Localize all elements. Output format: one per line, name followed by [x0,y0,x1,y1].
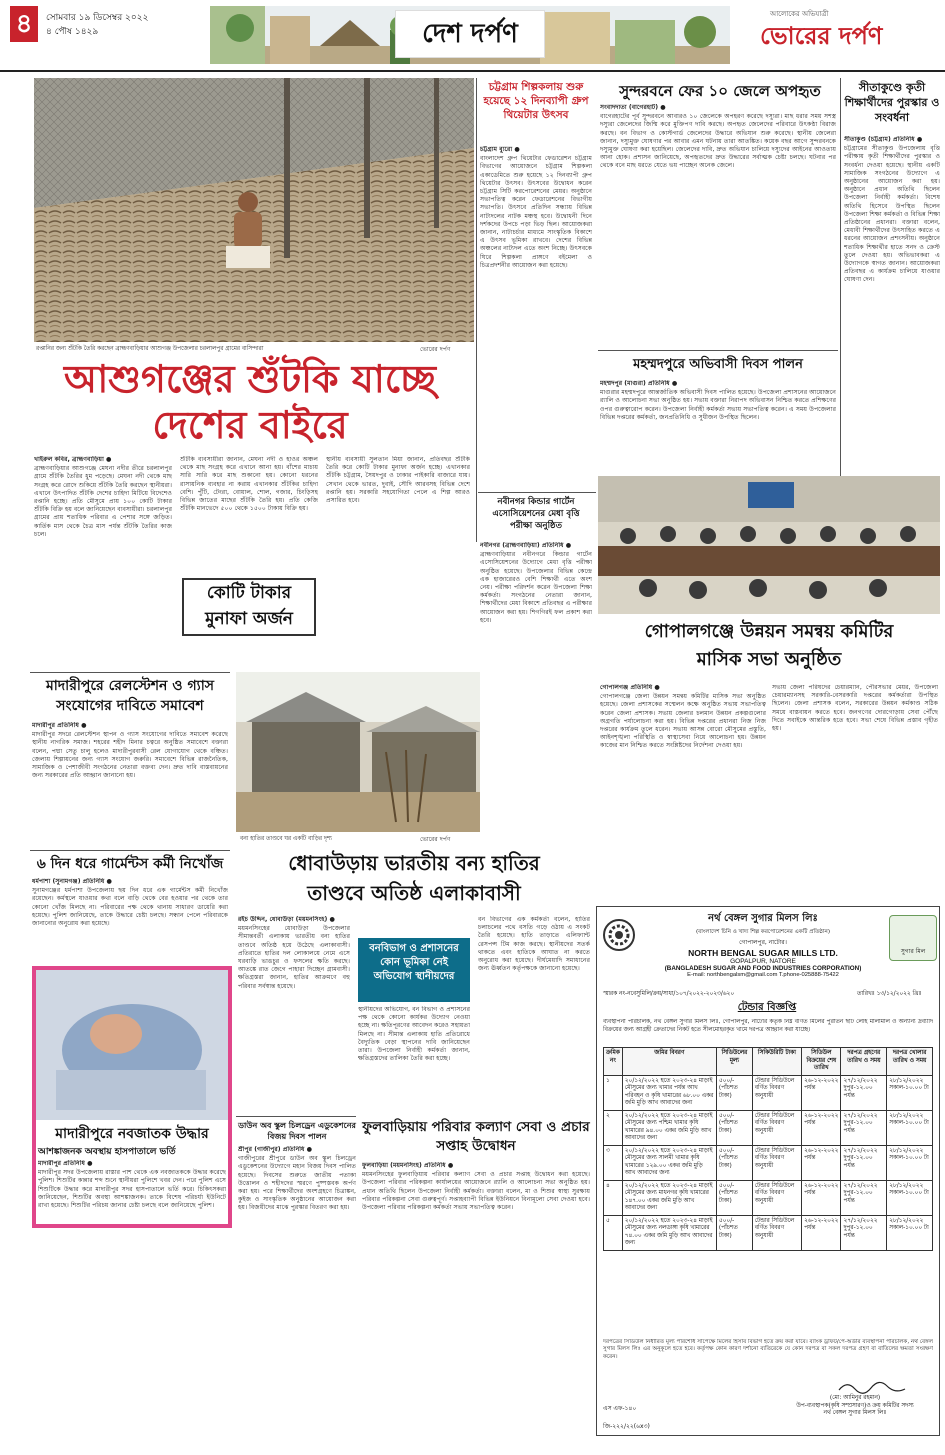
cell: ৫০০/- (পাঁচশত টাকা) [716,1145,752,1180]
lead-body-text-1: ব্রাহ্মণবাড়িয়ার আশুগঞ্জে মেঘনা নদীর তীরে চরলালপুর গ্রামে শুঁটকি তৈরির ধুম পড়েছে। মেঘনা নদী থেকে মাছ সংগ্রহ করে রোদে শুকিয়ে শুঁটকি তৈরি করছেন স্থানীয়রা। এখানে উৎপাদিত শুঁটকি দেশের চাহিদা মিটিয়ে বিদেশেও রপ্তানি হচ্ছে। প্রতি মৌসুমে প্রায় ১০০ কোটি টাকার শুঁটকি বিক্রি হয় বলে জানিয়েছেন ব্যবসায়ীরা। চরলালপুর গ্রামের প্রায় শতাধিক পরিবার এ পেশার সঙ্গে জড়িত। কার্তিক মাস থেকে চৈত্র মাস পর্যন্ত শুঁটকি তৈরির কাজ চলে। [34,465,172,538]
cell: টেন্ডার সিডিউলে বর্ণিত বিবরণ অনুযায়ী [752,1180,801,1215]
nabinagar-body [480,542,592,782]
lead-headline-line1: আশুগঞ্জের শুঁটকি যাচ্ছে [63,357,437,401]
company-en: NORTH BENGAL SUGAR MILLS LTD. [688,948,838,958]
lead-body-col1 [34,456,172,664]
elephant-byline: রইচ উদ্দিন, ধোবাউড়া (ময়মনসিংহ) ● [238,916,335,923]
sreepur-text: গাজীপুরের শ্রীপুরে ডাউন অব স্কুল চিলড্রেন এডুকেশনের উদ্যোগে মহান বিজয় দিবস পালিত হয়েছে। দিবসের শুরুতে জাতীয় পতাকা উত্তোলন ও শহীদদের স্মরণে পুষ্পস্তবক অর্পণ করা হয়। পরে শিক্ষার্থীদের অংশগ্রহণে চিত্রাঙ্কন, কুইজ ও সাংস্কৃতিক অনুষ্ঠানের আয়োজন করা হয়। বিজয়ীদের মাঝে পুরস্কার বিতরণ করা হয়। [238,1155,356,1212]
newborn-body [38,1160,226,1226]
col-receive: দরপত্র গ্রহণের তারিখ ও সময় [841,1048,887,1076]
phulbaria-byline: ফুলবাড়িয়া (ময়মনসিংহ) প্রতিনিধি ● [362,1162,454,1169]
fish-drying-illustration [34,78,474,342]
col-open: দরপত্র খোলার তারিখ ও সময় [887,1048,933,1076]
phulbaria-text: ময়মনসিংহের ফুলবাড়িয়ায় পরিবার কল্যাণ সেবা ও প্রচার সপ্তাহ উদ্বোধন করা হয়েছে। উপজেলা পরিবার পরিকল্পনা কার্যালয়ের আয়োজনে র‍্যালি ও আলোচনা সভা অনুষ্ঠিত হয়। প্রধান অতিথি ছিলেন উপজেলা নির্বাহী কর্মকর্তা। বক্তারা বলেন, মা ও শিশুর স্বাস্থ্য সুরক্ষায় পরিবার পরিকল্পনা সেবা গুরুত্বপূর্ণ। সপ্তাহব্যাপী বিভিন্ন ইউনিয়নে বিনামূল্যে সেবা দেওয়া হবে। উপজেলা পরিবার পরিকল্পনা কর্মকর্তা সভায় সভাপতিত্ব করেন। [362,1171,590,1212]
cell: ২৬-১২-২০২২ পর্যন্ত [802,1215,841,1250]
date-line-1: সোমবার ১৯ ডিসেম্বর ২০২২ [46,13,149,23]
cell: ২০/১২/২০২২ হতে ২০২৩-২৪ মাড়াই মৌসুমের জন্য খামার পর্যন্ত আখ পরিবহন ও কৃষি খামারের ৬৮.০০ একর জমি মুড়ি আখ আবাদের জন্য [622,1075,716,1110]
garments-byline: ধর্মপাশা (সুনামগঞ্জ) প্রতিনিধি ● [32,878,112,885]
madaripur-rail-byline: মাদারীপুর প্রতিনিধি ● [32,722,87,729]
cell: ৫০০/- (পাঁচশত টাকা) [716,1215,752,1250]
newborn-subhead: আশঙ্কাজনক অবস্থায় হাসপাতালে ভর্তি [38,1147,176,1157]
gopalganj-headline-box [598,618,940,678]
ref-code: এস এফ-১৪০ [603,1405,637,1412]
sreepur-byline: শ্রীপুর (গাজীপুর) প্রতিনিধি ● [238,1146,313,1153]
nabinagar-headline: নবীনগর কিন্ডার গার্টেন এসোসিয়েশনের মেধা বৃত্তি পরীক্ষা অনুষ্ঠিত [492,497,580,531]
company-bn-sub: (বাংলাদেশ চিনি ও খাদ্য শিল্প করপোরেশনের একটি প্রতিষ্ঠান) [695,929,831,935]
col-schedule-price: সিডিউলের মূল্য [716,1048,752,1076]
date-line-2: ৪ পৌষ ১৪২৯ [46,27,99,37]
signature-name: (মো: আমিনুর রহমান) [829,1395,881,1401]
newborn-byline: মাদারীপুর প্রতিনিধি ● [38,1160,93,1167]
memo-date: তারিখঃ ১৩/১২/২০২২ খ্রিঃ [857,991,922,997]
table-row [604,1180,933,1215]
madaripur-rail-text: মাদারীপুর সদরে রেলস্টেশন স্থাপন ও গ্যাস সংযোগের দাবিতে সমাবেশ করেছে স্থানীয় নাগরিক সমাজ। শহরের শহীদ মিনার চত্বরে অনুষ্ঠিত সমাবেশে বক্তারা বলেন, পদ্মা সেতু চালু হলেও মাদারীপুরবাসী রেল যোগাযোগ থেকে বঞ্চিত। জেলায় শিল্পায়নের জন্য গ্যাস সংযোগ জরুরি। সমাবেশে বিভিন্ন রাজনৈতিক, সামাজিক ও পেশাজীবী সংগঠনের নেতারা বক্তব্য দেন। দ্রুত দাবি বাস্তবায়নের জন্য সরকারের প্রতি আহ্বান জানানো হয়। [32,731,228,780]
col-land: জমির বিবরণ [622,1048,716,1076]
sreepur-headline: ডাউন অব স্কুল চিলড্রেন এডুকেশনের বিজয় দিবস পালন [238,1121,356,1141]
sitakunda-byline: সীতাকুণ্ড (চট্টগ্রাম) প্রতিনিধি ● [844,136,923,143]
cell: ৩ [604,1145,623,1180]
signature-mark [837,1379,907,1393]
meeting-illustration [598,476,940,614]
elephant-text-1: ময়মনসিংহের ধোবাউড়া উপজেলার সীমান্তবর্তী এলাকায় ভারতীয় বন্য হাতির তাণ্ডবে অতিষ্ঠ হয়ে উঠেছে এলাকাবাসী। প্রতিরাতে হাতির দল লোকালয়ে নেমে এসে ঘরবাড়ি ভাঙচুর ও ফসলের ক্ষতি করছে। আতঙ্কে রাত জেগে পাহারা দিচ্ছেন গ্রামবাসী। ক্ষতিগ্রস্তরা জানান, হাতির আক্রমণে বহু পরিবার সর্বস্বান্ত হয়েছে। [238,925,350,990]
elephant-pullquote-text: বনবিভাগ ও প্রশাসনের কোন ভূমিকা নেই অভিযোগ স্থানীয়দের [369,943,459,982]
gopalganj-body-col2: সভায় জেলা পরিষদের চেয়ারম্যান, পৌরসভার মেয়র, উপজেলা চেয়ারম্যানসহ সরকারি-বেসরকারি দপ্তরের কর্মকর্তারা উপস্থিত ছিলেন। জেলা প্রশাসক বলেন, সরকারের উন্নয়ন কর্মকাণ্ড সঠিক সময়ে বাস্তবায়ন করতে হবে। জনগণের দোরগোড়ায় সেবা পৌঁছে দিতে সবাইকে আন্তরিক হতে হবে। সভা শেষে বিভিন্ন প্রস্তাব গৃহীত হয়। [772,684,938,733]
gopalganj-byline: গোপালগঞ্জ প্রতিনিধি ● [600,684,660,691]
location-en: GOPALPUR, NATORE [730,958,796,965]
col-last-sale: সিডিউল বিক্রয়ের শেষ তারিখ [802,1048,841,1076]
signature-title: উপ-ব্যবস্থাপক(কৃষি সম্প্রসারণ)ও ক্রয় কমিটির সদস্য [796,1402,914,1409]
tender-table-header [604,1048,933,1076]
mohammadpur-headline: মহম্মদপুরে অভিবাসী দিবস পালন [633,357,803,372]
cell: ২৮/১২/২০২২ সকাল-১০.০০ টা [887,1145,933,1180]
elephant-headline-line2: তাণ্ডবে অতিষ্ঠ এলাকাবাসী [307,881,521,905]
pullquote-line2: মুনাফা অর্জন [205,609,293,629]
elephant-body-col3: বন বিভাগের এক কর্মকর্তা বলেন, হাতির চলাচলের পথে বসতি গড়ে ওঠায় এ সংকট তৈরি হয়েছে। হাতি তাড়াতে এলিফ্যান্ট রেসপন্স টিম কাজ করছে। স্থানীয়দের সতর্ক থাকতে এবং হাতিকে আঘাত না করতে অনুরোধ করা হয়েছে। দীর্ঘমেয়াদি সমাধানের জন্য ঊর্ধ্বতন কর্তৃপক্ষকে জানানো হয়েছে। [478,916,590,973]
cell: ২ [604,1110,623,1145]
cell: টেন্ডার সিডিউলে বর্ণিত বিবরণ অনুযায়ী [752,1215,801,1250]
mohammadpur-body [600,380,836,472]
cell: ২৭/১২/২০২২ দুপুর-১২.০০ পর্যন্ত [841,1075,887,1110]
elephant-body-col1 [238,916,350,1112]
cell: ২০/১২/২০২২ হতে ২০২৩-২৪ মাড়াই মৌসুমের জন্য পশ্চিম খামার কৃষি খামারের ৯৪.০০ একর জমি মুড়ি আখ আবাদের জন্য [622,1110,716,1145]
cell: ১ [604,1075,623,1110]
elephant-damage-photo [236,672,480,832]
cell: টেন্ডার সিডিউলে বর্ণিত বিবরণ অনুযায়ী [752,1110,801,1145]
lead-photo-credit: ভোরের দর্পণ [420,346,451,353]
col-serial: ক্রমিক নং [604,1048,623,1076]
col-security: সিকিউরিটি টাকা [752,1048,801,1076]
cell: টেন্ডার সিডিউলে বর্ণিত বিবরণ অনুযায়ী [752,1075,801,1110]
parent-en: (BANGLADESH SUGAR AND FOOD INDUSTRIES CORPORATION) [664,965,862,972]
tender-header [641,911,885,978]
tender-badge [889,915,937,961]
lead-photo-fish-drying [34,78,474,342]
cell: ২০/১২/২০২২ হতে ২০২৩-২৪ মাড়াই মৌসুমের জন্য নলডাঙ্গা কৃষি খামারের ৭৪.০০ একর জমি মুড়ি আখ আবাদের জন্য [622,1215,716,1250]
lead-headline-line2: দেশের বাইরে [152,403,348,447]
lead-pullquote [182,578,316,636]
cell: ২৮/১২/২০২২ সকাল-১০.০০ টা [887,1215,933,1250]
newborn-headline: মাদারীপুরে নবজাতক উদ্ধার [55,1126,209,1142]
cell: ২৮/১২/২০২২ সকাল-১০.০০ টা [887,1110,933,1145]
table-row [604,1145,933,1180]
cell: টেন্ডার সিডিউলে বর্ণিত বিবরণ অনুযায়ী [752,1145,801,1180]
gopalganj-text-1: গোপালগঞ্জে জেলা উন্নয়ন সমন্বয় কমিটির মাসিক সভা অনুষ্ঠিত হয়েছে। জেলা প্রশাসকের সম্মেলন কক্ষে অনুষ্ঠিত সভায় সভাপতিত্ব করেন জেলা প্রশাসক। সভায় জেলার চলমান উন্নয়ন প্রকল্পগুলোর অগ্রগতি পর্যালোচনা করা হয়। বিভিন্ন দপ্তরের প্রধানরা নিজ নিজ দপ্তরের কার্যক্রম তুলে ধরেন। সভায় আসন্ন বোরো মৌসুমের প্রস্তুতি, আইনশৃঙ্খলা পরিস্থিতি ও স্বাস্থ্যসেবা নিয়ে আলোচনা হয়। উন্নয়ন কাজের মান নিশ্চিত করতে সংশ্লিষ্টদের নির্দেশনা দেওয়া হয়। [600,693,766,750]
newborn-illustration [36,970,228,1120]
paper-tagline: আলোকের অভিযাত্রী [770,10,829,18]
tender-logo [603,919,635,951]
section-title: দেশ দর্পণ [395,10,545,58]
elephant-headline-box [236,848,592,910]
mohammadpur-byline: মহম্মদপুর (মাগুরা) প্রতিনিধি ● [600,380,678,387]
page-number: ৪ [10,6,38,42]
newborn-text: মাদারীপুর সদর উপজেলায় রাস্তার পাশ থেকে এক নবজাতককে উদ্ধার করেছে পুলিশ। শিশুটির কান্নার শব্দ শুনে স্থানীয়রা পুলিশে খবর দেন। পরে পুলিশ এসে শিশুটিকে উদ্ধার করে মাদারীপুর সদর হাসপাতালে ভর্তি করে। চিকিৎসকরা জানিয়েছেন, শিশুটির অবস্থা আশঙ্কাজনক। তাকে বিশেষ পরিচর্যা ইউনিটে রাখা হয়েছে। শিশুটির পরিচয় জানার চেষ্টা চলছে বলে জানিয়েছে পুলিশ। [38,1169,226,1210]
garments-headline: ৬ দিন ধরে গার্মেন্টস কর্মী নিখোঁজ [36,856,224,872]
cell: ৫০০/- (পাঁচশত টাকা) [716,1110,752,1145]
newborn-photo [36,970,228,1120]
sundarban-body [600,104,836,350]
table-row [604,1075,933,1110]
lead-byline: খাইরুল কবির, ব্রাহ্মণবাড়িয়া ● [34,456,112,463]
gopalganj-body-col1 [600,684,766,860]
sundarban-headline: সুন্দরবনে ফের ১০ জেলে অপহৃত [619,82,821,100]
ctg-theatre-body [480,146,592,476]
paper-name: ভোরের দর্পণ [760,22,883,50]
sitakunda-body [844,136,940,514]
mohammadpur-text: মাগুরার মহম্মদপুরে আন্তর্জাতিক অভিবাসী দিবস পালিত হয়েছে। উপজেলা প্রশাসনের আয়োজনে র‍্যালি ও আলোচনা সভা অনুষ্ঠিত হয়। সভায় বক্তারা নিরাপদ অভিবাসন নিশ্চিত করতে প্রশিক্ষণের ওপর গুরুত্বারোপ করেন। উপজেলা নির্বাহী কর্মকর্তা সভায় সভাপতিত্ব করেন। এ সময় উপজেলার বিভিন্ন দপ্তরের কর্মকর্তা, জনপ্রতিনিধি ও সুধীজন উপস্থিত ছিলেন। [600,389,836,421]
cell: ২৬-১২-২০২২ পর্যন্ত [802,1110,841,1145]
elephant-headline-line1: ধোবাউড়ায় ভারতীয় বন্য হাতির [288,851,540,875]
lead-body-col3: স্থানীয় ব্যবসায়ী সুলতান মিয়া জানান, প্রতিবছর শুঁটকি তৈরি করে কোটি টাকার মুনাফা অর্জন হচ্ছে। এখানকার শুঁটকি চট্টগ্রাম, সৈয়দপুর ও ঢাকার পাইকারি বাজারে যায়। সেখান থেকে ভারত, দুবাই, সৌদি আরবসহ বিভিন্ন দেশে রপ্তানি হয়। সরকারি সহযোগিতা পেলে এ শিল্প আরও প্রসারিত হবে। [326,456,470,505]
gopalganj-headline-line1: গোপালগঞ্জে উন্নয়ন সমন্বয় কমিটির [644,621,894,642]
tender-table [603,1047,933,1251]
signature-scribble [837,1380,907,1394]
cell: ২৬-১২-২০২২ পর্যন্ত [802,1180,841,1215]
contact: E-mail: northbengalsm@gmail.com T.phone-025888-75422 [687,972,839,978]
garments-text: সুনামগঞ্জের ধর্মপাশা উপজেলায় ছয় দিন ধরে এক গার্মেন্টস কর্মী নিখোঁজ রয়েছেন। কর্মস্থলে যাওয়ার কথা বলে বাড়ি থেকে বের হওয়ার পর থেকে তার কোনো খোঁজ মিলছে না। পরিবারের পক্ষ থেকে থানায় সাধারণ ডায়েরি করা হয়েছে। পুলিশ জানিয়েছে, তাকে উদ্ধারে চেষ্টা চলছে। সন্ধান পেলে পরিবারকে জানানোর অনুরোধ করা হয়েছে। [32,887,228,928]
nabinagar-byline: নবীনগর (ব্রাহ্মণবাড়িয়া) প্রতিনিধি ● [480,542,572,549]
cell: ২৬-১২-২০২২ পর্যন্ত [802,1145,841,1180]
elephant-photo-credit: ভোরের দর্পণ [420,836,451,843]
signature-company: নর্থ বেঙ্গল সুগার মিলস লিঃ [823,1410,887,1417]
cell: ২৬-১২-২০২২ পর্যন্ত [802,1075,841,1110]
elephant-photo-caption: বন্য হাতির তাণ্ডবে ঘর একটি বাড়ির দৃশ্য [240,836,332,842]
gear-icon [605,921,633,949]
tender-intro: ব্যবস্থাপনা পরিচালক, নর্থ বেঙ্গল সুগার মিলস লিঃ, গোপালপুর, নাটোর কর্তৃক নিম্ন বর্ণিত মিলের পুরাতন ছাঁট লৌহ মালামাল ও অন্যান্য দ্রব্যাদি বিক্রয়ের জন্য আগ্রহী ক্রেতাদের নিকট হতে সীলমোহরকৃত খামে দরপত্র আহ্বান করা যাচ্ছে। [603,1019,933,1033]
lead-body-col2: শুঁটকি ব্যবসায়ীরা জানান, মেঘনা নদী ও হাওর অঞ্চল থেকে মাছ সংগ্রহ করে এখানে আনা হয়। বাঁশের মাচায় সারি সারি করে মাছ শুকানো হয়। কোনো ধরনের রাসায়নিক ব্যবহার না করায় এখানকার শুঁটকির চাহিদা বেশি। পুঁটি, টেংরা, বোয়াল, শোল, গজার, চিংড়িসহ বিভিন্ন জাতের মাছের শুঁটকি তৈরি হয়। প্রতি কেজি শুঁটকি মানভেদে ৫০০ থেকে ১৫০০ টাকায় বিক্রি হয়। [180,456,318,513]
cell: ২০/১২/২০২২ হতে ২০২৩-২৪ মাড়াই মৌসুমের জন্য মাধনগর কৃষি খামারের ১৪৭.০০ একর জমি মুড়ি আখ আবাদের জন্য [622,1180,716,1215]
cell: ২৮/১২/২০২২ সকাল-১০.০০ টা [887,1075,933,1110]
phulbaria-body [362,1162,590,1428]
nabinagar-text: ব্রাহ্মণবাড়িয়ার নবীনগরে কিন্ডার গার্টেন এসোসিয়েশনের উদ্যোগে মেধা বৃত্তি পরীক্ষা অনুষ্ঠিত হয়েছে। উপজেলার বিভিন্ন কেন্দ্রে এক হাজারেরও বেশি শিক্ষার্থী এতে অংশ নেয়। পরীক্ষা পরিদর্শন করেন উপজেলা শিক্ষা কর্মকর্তা। সংগঠনের নেতারা জানান, শিক্ষার্থীদের মেধা বিকাশে প্রতিবছর এ পরীক্ষার আয়োজন করা হয়। শিগগিরই ফল প্রকাশ করা হবে। [480,551,592,624]
pullquote-line1: কোটি টাকার [206,583,292,603]
table-row [604,1215,933,1250]
garments-body [32,878,228,964]
tender-badge-text: সুগার মিল [900,948,926,955]
cell: ২৭/১২/২০২২ দুপুর-১২.০০ পর্যন্ত [841,1180,887,1215]
company-bn: নর্থ বেঙ্গল সুগার মিলস লিঃ [708,913,818,924]
tender-signature [777,1395,933,1418]
madaripur-rail-headline: মাদারীপুরে রেলস্টেশন ও গ্যাস সংযোগের দাবিতে সমাবেশ [45,678,215,714]
sundarban-text: বাগেরহাটের পূর্ব সুন্দরবনে আবারও ১০ জেলেকে অপহরণ করেছে দস্যুরা। মাছ ধরার সময় সশস্ত্র দস্যুরা জেলেদের জিম্মি করে মুক্তিপণ দাবি করছে। অপহৃত জেলেদের পরিবারে উৎকণ্ঠা বিরাজ করছে। বন বিভাগ ও কোস্টগার্ড জেলেদের উদ্ধারে অভিযান শুরু করেছে। স্থানীয় জেলেরা জানান, দস্যুমুক্ত ঘোষণার পর আবার এমন ঘটনায় তারা আতঙ্কিত। কয়েক বছর আগে সুন্দরবনকে দস্যুমুক্ত ঘোষণা করা হয়েছিল। জেলেদের দাবি, দ্রুত অভিযান চালিয়ে দস্যুদের আইনের আওতায় আনা হোক। প্রশাসন জানিয়েছে, অপহৃতদের দ্রুত উদ্ধারের সর্বাত্মক চেষ্টা চলছে। ঘটনার পর থেকে বনে মাছ ধরতে যেতে ভয় পাচ্ছেন অনেক জেলে। [600,113,836,170]
cell: ২০/১২/২০২২ হতে ২০২৩-২৪ মাড়াই মৌসুমের জন্য সালমী খামার কৃষি খামারের ১২৯.০০ একর জমি মুড়ি আখ আবাদের জন্য [622,1145,716,1180]
tender-ad [596,906,940,1436]
cell: ৫ [604,1215,623,1250]
elephant-body-col2: স্থানীয়দের অভিযোগ, বন বিভাগ ও প্রশাসনের পক্ষ থেকে কোনো কার্যকর উদ্যোগ নেওয়া হচ্ছে না। ক্ষতিপূরণের আবেদন করেও সহায়তা মিলছে না। সীমান্ত এলাকায় হাতি প্রতিরোধে বৈদ্যুতিক বেড়া স্থাপনের দাবি জানিয়েছেন তারা। উপজেলা নির্বাহী কর্মকর্তা জানান, ক্ষতিগ্রস্তদের তালিকা তৈরি করা হচ্ছে। [358,1006,470,1063]
ctg-theatre-byline: চট্টগ্রাম ব্যুরো ● [480,146,520,153]
cell: ২৮/১২/২০২২ সকাল-১০.০০ টা [887,1180,933,1215]
sitakunda-headline: সীতাকুণ্ডে কৃতী শিক্ষার্থীদের পুরস্কার ও সংবর্ধনা [844,81,940,124]
gopalganj-headline-line2: মাসিক সভা অনুষ্ঠিত [696,649,842,670]
tender-footer-note: দরপত্রের সিডিউল নির্ধারিত মূল্য পরিশোধ সাপেক্ষে মিলের হিসাব বিভাগ হতে ক্রয় করা যাবে। ব্যাংক ড্রাফট/পে-অর্ডার ব্যবস্থাপনা পরিচালক, নর্থ বেঙ্গল সুগার মিলস লিঃ এর অনুকূলে হতে হবে। কর্তৃপক্ষ কোন কারণ দর্শানো ব্যতিরেকে যে কোন দরপত্র বা সকল দরপত্র গ্রহণ বা বাতিলের ক্ষমতা সংরক্ষণ করেন। [603,1339,933,1360]
gopalganj-meeting-photo [598,476,940,614]
madaripur-rail-body [32,722,228,848]
sitakunda-text: চট্টগ্রামের সীতাকুণ্ড উপজেলায় বৃত্তি পরীক্ষায় কৃতী শিক্ষার্থীদের পুরস্কার ও সংবর্ধনা দেওয়া হয়েছে। স্থানীয় একটি সামাজিক সংগঠনের উদ্যোগে এ অনুষ্ঠানের আয়োজন করা হয়। অনুষ্ঠানে প্রধান অতিথি ছিলেন উপজেলা নির্বাহী কর্মকর্তা। বিশেষ অতিথি হিসেবে উপস্থিত ছিলেন উপজেলা শিক্ষা কর্মকর্তা ও বিভিন্ন শিক্ষা প্রতিষ্ঠানের প্রধানরা। বক্তারা বলেন, মেধাবী শিক্ষার্থীদের উৎসাহিত করতে এ ধরনের আয়োজন প্রশংসনীয়। অনুষ্ঠানে শতাধিক শিক্ষার্থীর হাতে সনদ ও ক্রেস্ট তুলে দেওয়া হয়। অভিভাবকরা এ উদ্যোগকে স্বাগত জানান। আয়োজকরা প্রতিবছর এ কার্যক্রম চালিয়ে যাওয়ার ঘোষণা দেন। [844,145,940,284]
ctg-theatre-headline: চট্টগ্রাম শিল্পকলায় শুরু হয়েছে ১২ দিনব্যাপী গ্রুপ থিয়েটার উৎসব [483,81,589,121]
cell: ৫০০/- (পাঁচশত টাকা) [716,1180,752,1215]
cell: ৪ [604,1180,623,1215]
gd-code: জি-২২২/২২(৬x৩) [603,1423,650,1430]
newborn-frame [32,966,232,1228]
damaged-house-illustration [236,672,480,832]
elephant-pullquote [358,938,470,1002]
tender-title: টেন্ডার বিজ্ঞপ্তি [737,1002,797,1013]
memo-no: স্মারক নং-নবেসুমিলি/ক্রয়/সাধা/১০৭/২০২২-২০২৩/৬২০ [603,991,735,997]
sundarban-byline: সংবাদদাতা (বাগেরহাট) ● [600,104,666,111]
phulbaria-headline: ফুলবাড়িয়ায় পরিবার কল্যাণ সেবা ও প্রচার সপ্তাহ উদ্বোধন [362,1119,590,1154]
masthead [0,0,945,72]
cell: ২৭/১২/২০২২ দুপুর-১২.০০ পর্যন্ত [841,1145,887,1180]
ctg-theatre-text: বাংলাদেশ গ্রুপ থিয়েটার ফেডারেশন চট্টগ্রাম বিভাগের আয়োজনে চট্টগ্রাম শিল্পকলা একাডেমিতে শুরু হয়েছে ১২ দিনব্যাপী গ্রুপ থিয়েটার উৎসব। উৎসবের উদ্বোধন করেন চট্টগ্রাম সিটি করপোরেশনের মেয়র। অনুষ্ঠানে সভাপতিত্ব করেন ফেডারেশনের বিভাগীয় সভাপতি। উৎসবে প্রতিদিন সন্ধ্যায় বিভিন্ন নাট্যদলের নাটক মঞ্চস্থ হবে। উদ্বোধনী দিনে দর্শকদের উপচে পড়া ভিড় ছিল। আয়োজকরা জানান, নাট্যচর্চার মাধ্যমে সাংস্কৃতিক বিকাশে এ উৎসব ভূমিকা রাখবে। দেশের বিভিন্ন অঞ্চলের নাট্যদল এতে অংশ নিচ্ছে। উৎসবকে ঘিরে শিল্পকলা প্রাঙ্গণে বইমেলা ও চিত্রপ্রদর্শনীর আয়োজন করা হয়েছে। [480,155,592,269]
sreepur-body [238,1146,356,1426]
cell: ২৭/১২/২০২২ দুপুর-১২.০০ পর্যন্ত [841,1215,887,1250]
table-row [604,1110,933,1145]
cell: ২৭/১২/২০২২ দুপুর-১২.০০ পর্যন্ত [841,1110,887,1145]
cell: ৫০০/- (পাঁচশত টাকা) [716,1075,752,1110]
location-bn: গোপালপুর, নাটোর। [739,939,787,946]
lead-photo-caption: রপ্তানির জন্য শুঁটকি তৈরি করছেন ব্রাহ্মণবাড়িয়ার আশুগঞ্জ উপজেলার চরলালপুর গ্রামের বাসিন্দারা [36,346,264,352]
